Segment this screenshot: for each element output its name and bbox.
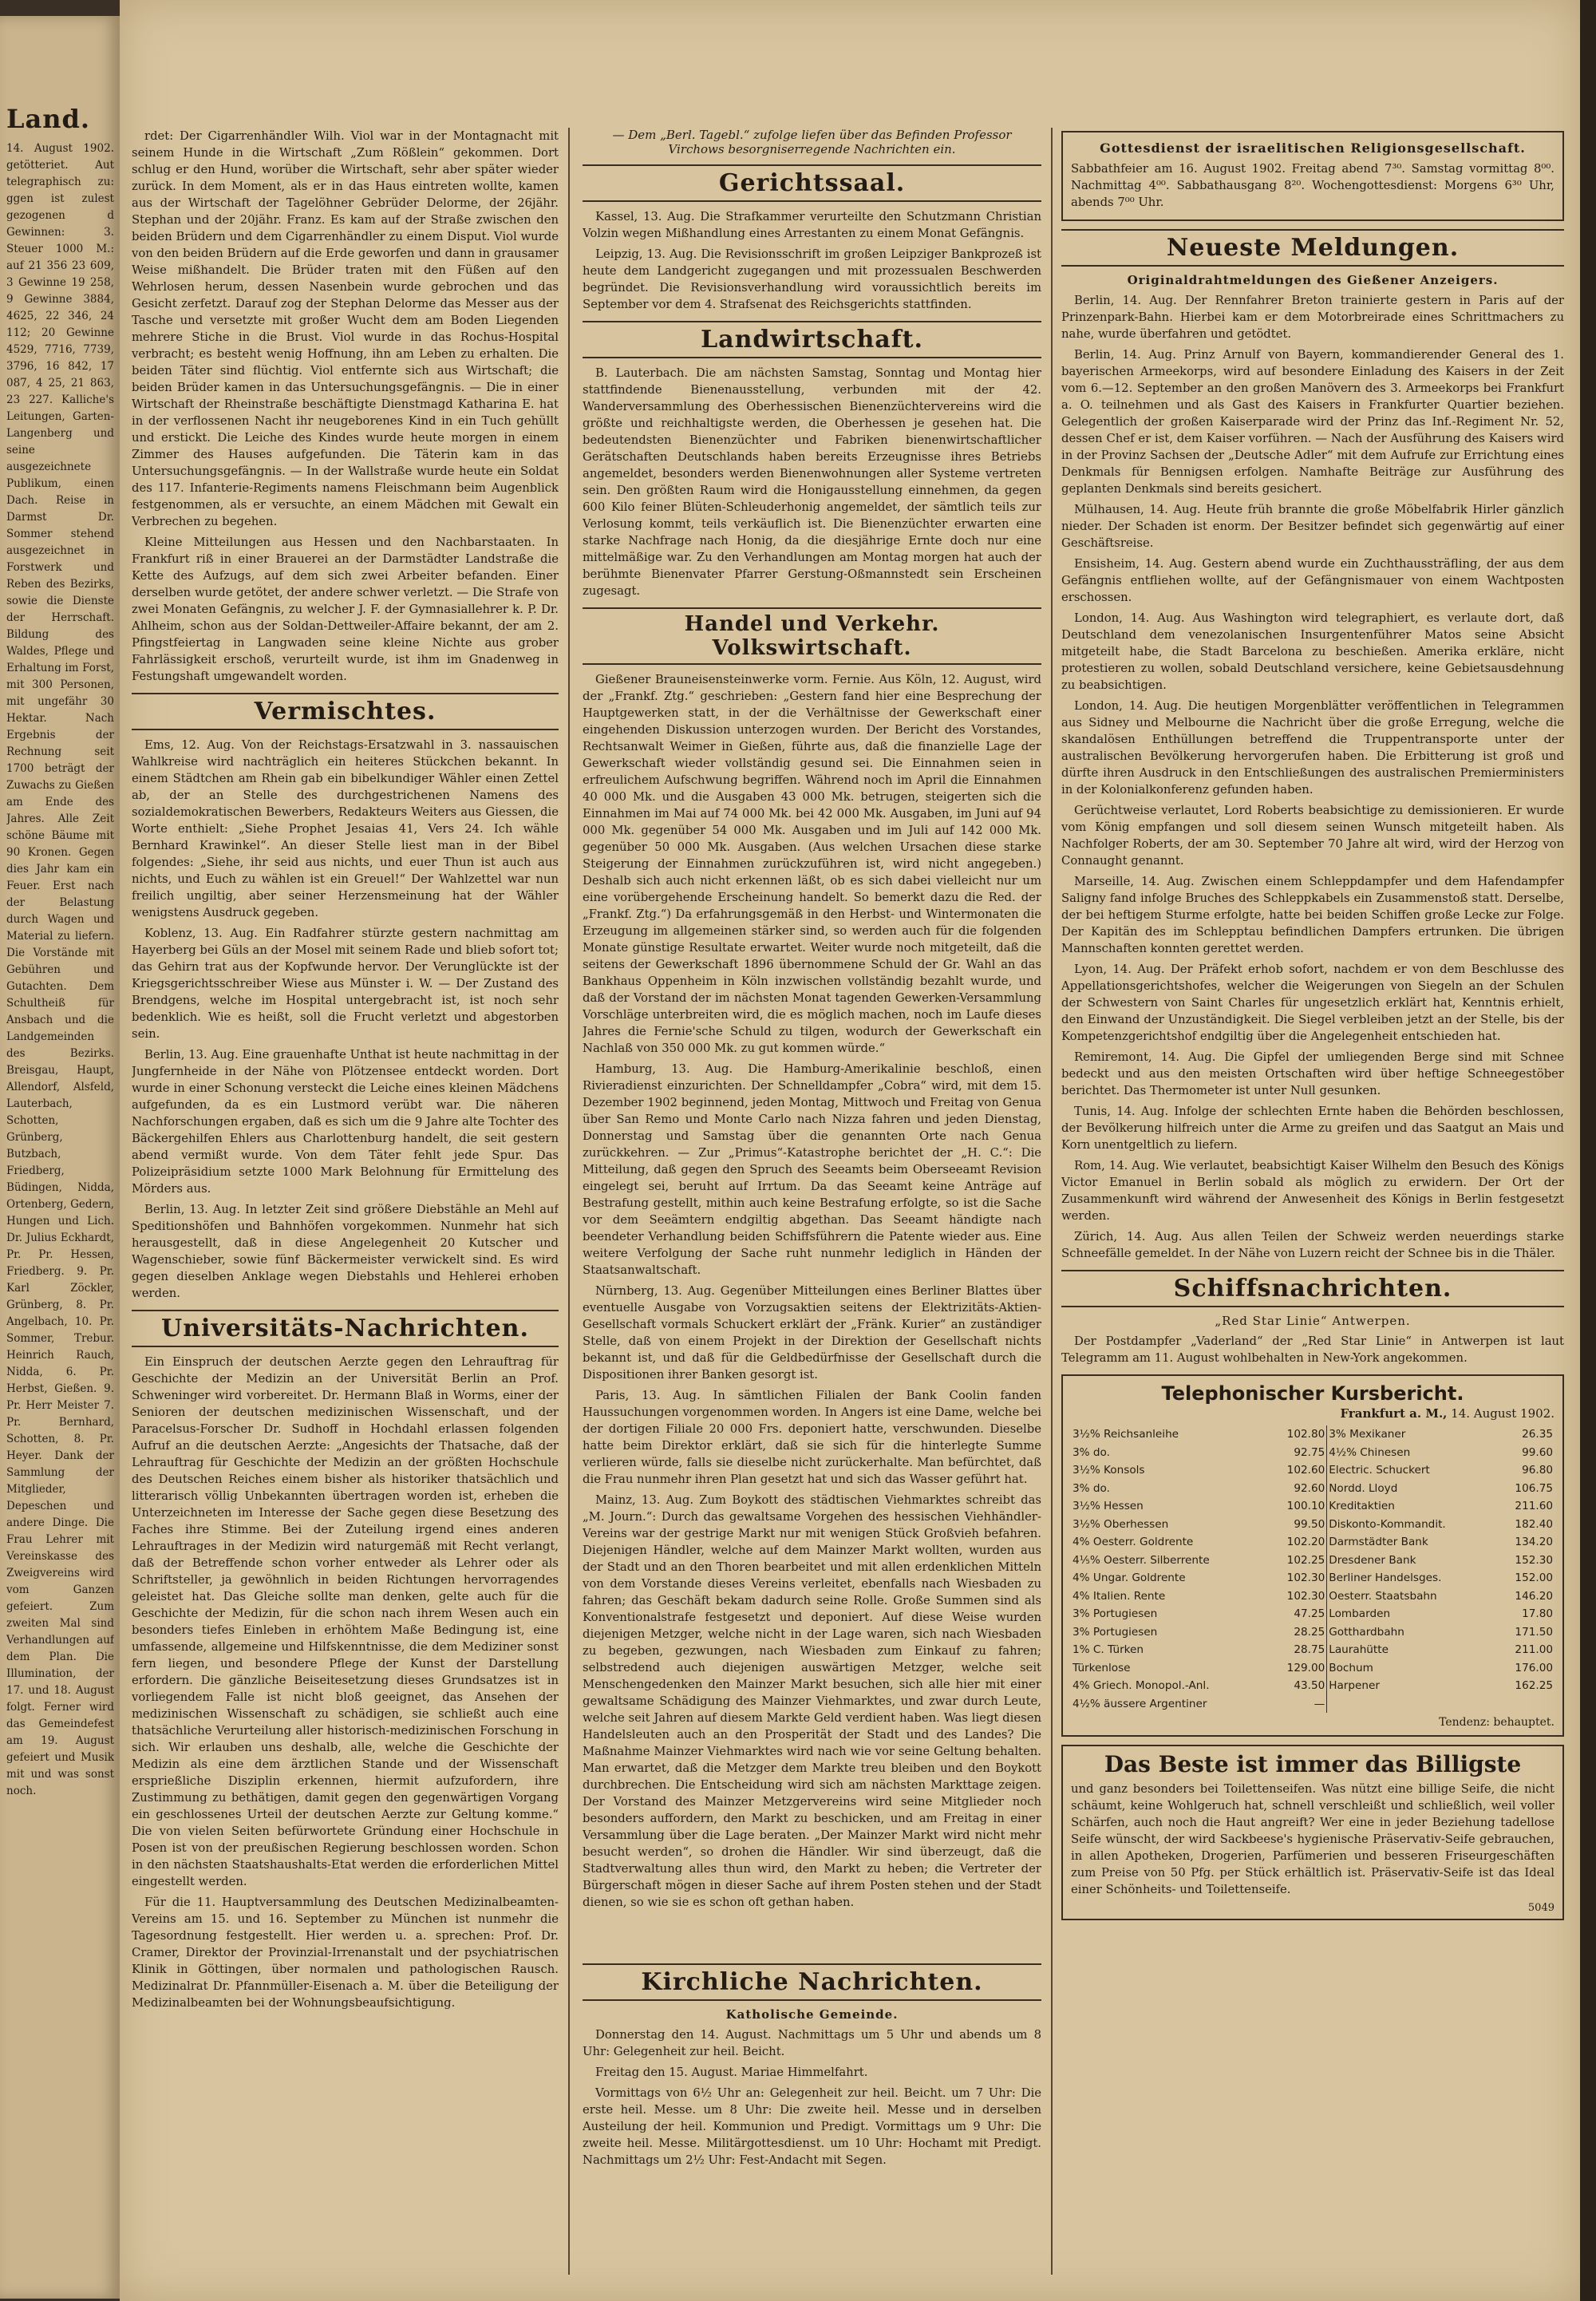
stock-value: 28.25 (1294, 1625, 1325, 1639)
service-text: Sabbathfeier am 16. August 1902. Freitag abend 7³⁰. Samstag vormittag 8⁰⁰. Nachmittag 4⁰⁰. Sabbathausgang 8²⁰. Wochengottesdienst: Morgens 6³⁰ Uhr, abends 7⁰⁰ Uhr. (1071, 162, 1555, 209)
article-text: Gießener Brauneisensteinwerke vorm. Fernie. Aus Köln, 12. August, wird der „Frankf. Ztg.“ geschrieben: „Gestern fand hier eine Besprechung der Hauptgewerken statt, in der die Verhältnisse der Gewerkschaft einer eingehenden Diskussion unterzogen wurden. Der Bericht des Vorstandes, Rechtsanwalt Weimer in Gießen, führte aus, daß die finanzielle Lage der Gewerkschaft wieder vollständig gesund sei. Die Einnahmen seien in erfreulichem Aufschwung begriffen. Während noch im April die Einnahmen 40 000 Mk. und die Ausgaben 43 000 Mk. betrugen, steigerten sich die Einnahmen im Mai auf 74 000 Mk. bei 42 000 Mk. Ausgaben, im Juni auf 94 000 Mk. gegenüber 54 000 Mk. Ausgaben und im Juli auf 142 000 Mk. gegenüber 50 000 Mk. Ausgaben. (Aus welchen Ursachen diese starke Steigerung der Einnahmen zurückzuführen ist, wird nicht angegeben.) Deshalb sich auch nicht erkennen läßt, ob es sich dabei vielleicht nur um eine vorübergehende Erscheinung handelt. So bemerkt dazu die Red. der „Frankf. Ztg.“) Da erfahrungsgemäß in den Herbst- und Wintermonaten die Erzeugung im allgemeinen stärker sind, so werden auch für die folgenden Monate günstige Resultate erwartet. Weiter wurde noch mitgeteilt, daß die seitens der Gewerkschaft 1896 übernommene Schuld der Gr. Wahl an das Bankhaus Oppenheim in Köln inzwischen vollständig bezahlt wurde, und daß der Vorstand der im nächsten Monat tagenden Gewerken-Versammlung Vorschläge unterbreiten wird, die es möglich machen, noch im Laufe dieses Jahres die Fernie'sche Schuld zu tilgen, wodurch der Gewerkschaft ein Nachlaß von 350 000 Mk. zu gut kommen würde.“ (583, 673, 1041, 1055)
column-rule (1051, 128, 1053, 2275)
stock-report-place: Frankfurt a. M., (1340, 1406, 1448, 1421)
virchow-note: — Dem „Berl. Tagebl.“ zufolge liefen über das Befinden Professor Virchows besorgniserregende Nachrichten ein. (612, 128, 1012, 156)
stock-value: 99.60 (1522, 1445, 1553, 1459)
stock-name: Darmstädter Bank (1327, 1533, 1497, 1552)
news-text: Rom, 14. Aug. Wie verlautet, beabsichtigt Kaiser Wilhelm den Besuch des Königs Victor Emanuel in Berlin sobald als möglich zu erwidern. Der Ort der Zusammenkunft wird während der Anwesenheit des Königs in Berlin festgesetzt werden. (1061, 1159, 1564, 1223)
stock-value: 129.00 (1286, 1661, 1325, 1674)
stock-name: 4% Griech. Monopol.-Anl. (1073, 1679, 1210, 1692)
left-strip-column (6, 96, 114, 2251)
news-subheading: Originaldrahtmeldungen des Gießener Anzeigers. (1127, 273, 1499, 287)
article-text: Leipzig, 13. Aug. Die Revisionsschrift im großen Leipziger Bankprozeß ist heute dem Landgericht zugegangen und mit prozessualen Beschwerden begründet. Die Revisionsverhandlung wird voraussichtlich bereits im September vor dem 4. Strafsenat des Reichsgerichts stattfinden. (583, 247, 1041, 311)
stock-value: 43.50 (1294, 1679, 1325, 1692)
background-edge (1580, 0, 1596, 2301)
section-heading-landwirtschaft: Landwirtschaft. (583, 321, 1041, 358)
stock-value: 26.35 (1522, 1428, 1553, 1441)
article-text: Ein Einspruch der deutschen Aerzte gegen den Lehrauftrag für Geschichte der Medizin an der Universität Berlin an Prof. Schweninger wird vorbereitet. Dr. Hermann Blaß in Worms, einer der Senioren der deutschen medizinischen Wissenschaft, und der Paracelsus-Forscher Dr. Sudhoff in Hochdahl erlassen folgenden Aufruf an die deutschen Aerzte: „Angesichts der Thatsache, daß der Lehrauftrag für Geschichte der Medizin an der größten Hochschule des Deutschen Reiches einem bisher als historiker thatsächlich und litterarisch völlig Unbekannten übertragen worden ist, erheben die Unterzeichneten im Interesse der Sache gegen diese Besetzung des Faches ihre Stimme. Bei der Zuteilung irgend eines anderen Lehrauftrages in der Medizin wird naturgemäß mit Recht verlangt, daß der Betreffende schon vorher entweder als Lehrer oder als Schriftsteller, ja gewöhnlich in beiden Richtungen hervorragendes geleistet hat. Das Gleiche sollte man denken, gelte auch für die Geschichte der Medizin, für die schon nach ihrem Wesen auch ein besonders tiefes Einleben in erhöhtem Maße Bedingung ist, eine umfassende, allgemeine und Hilfskenntnisse, die dem Mediziner sonst fern liegen, und besondere Pflege der Kunst der Darstellung erfordern. Die gänzliche Beiseitesetzung dieses Grundsatzes ist in vorliegendem Falle ist nicht bloß geeignet, das Ansehen der medizinischen Wissenschaft zu schädigen, sie schließt auch eine thatsächliche Verurteilung aller historisch-medizinischen Forschung in sich. Wir erlauben uns deshalb, alle, welche die Geschichte der Medizin als eine dem ärztlichen Stande und der Wissenschaft ersprießliche Disziplin erkennen, hiermit aufzufordern, ihre Zustimmung zu bethätigen, damit gegen den gegenwärtigen Vorgang ein geschlossenes Urteil der deutschen Aerzte zur Geltung komme.“ Die von vielen Seiten befürwortete Gründung einer Hochschule in Posen ist von der preußischen Regierung beschlossen worden. Schon in den nächsten Staatshaushalts-Etat werden die erforderlichen Mittel eingestellt werden. (132, 1355, 559, 1888)
stock-name: 3½% Reichsanleihe (1073, 1428, 1179, 1441)
section-heading-universitaet: Universitäts-Nachrichten. (132, 1310, 559, 1347)
stock-row (1071, 1425, 1555, 1444)
stock-row (1071, 1533, 1555, 1552)
ad-number: 5049 (1527, 1902, 1555, 1914)
stock-value: 96.80 (1522, 1464, 1553, 1477)
news-text: Remiremont, 14. Aug. Die Gipfel der umliegenden Berge sind mit Schnee bedeckt und aus den meisten Ortschaften wird über heftige Schneegestöber berichtet. Das Thermometer ist unter Null gesunken. (1061, 1050, 1564, 1097)
news-text: Lyon, 14. Aug. Der Präfekt erhob sofort, nachdem er von dem Beschlusse des Appellationsgerichtshofes, welcher die Weigerungen von Siegeln an der Schulen der Schwestern von Saint Charles für ungesetzlich erklärt hat, Kenntnis erhielt, den Einwand der Unzuständigkeit. Die Siegel verbleiben jetzt an der Stelle, bis der Kompetenzgerichtshof endgiltig über die Angelegenheit entschieden hat. (1061, 963, 1564, 1043)
stock-name: 4% Italien. Rente (1073, 1589, 1166, 1603)
article-text: Nürnberg, 13. Aug. Gegenüber Mitteilungen eines Berliner Blattes über eventuelle Ausgabe von Vorzugsaktien seitens der Elektrizitäts-Aktien-Gesellschaft vormals Schuckert erklärt der „Fränk. Kurier“ an zuständiger Stelle, daß von einem Projekt in der Direktion der Gesellschaft nichts bekannt ist, und daß für die Geldbedürfnisse der Gesellschaft durch die Dispositionen ihrer Banken gesorgt ist. (583, 1284, 1041, 1382)
stock-row (1071, 1605, 1555, 1623)
stock-name: Türkenlose (1073, 1661, 1131, 1674)
stock-name: 4% Oesterr. Goldrente (1073, 1536, 1194, 1548)
strip-text: 14. August 1902. getötteriet. Aut telegraphisch zu: ggen ist zulest gezogenen d Gewinnen: 3. Steuer 1000 M.: auf 21 356 23 609, 3 Gewinne 19 258, 9 Gewinne 3884, 4625, 22 346, 24 112; 20 Gewinne 4529, 7716, 7739, 3796, 16 842, 17 087, 4 25, 21 863, 23 227. Kalliche's Leitungen, Garten- Langenberg und seine ausgezeichnete Publikum, einen Dach. Reise in Darmst Dr. Sommer stehend ausgezeichnet in Forstwerk und Reben des Bezirks, sowie die Dienste der Herrschaft. Bildung des Waldes, Pflege und Erhaltung im Forst, mit 300 Personen, mit ungefähr 30 Hektar. Nach Ergebnis der Rechnung seit 1700 beträgt der Zuwachs zu Gießen am Ende des Jahres. Alle Zeit schöne Bäume mit 90 Kronen. Gegen dies Jahr kam ein Feuer. Erst nach der Belastung durch Wagen und Material zu liefern. Die Vorstände mit Gebühren und Gutachten. Dem Schultheiß für Ansbach und die Landgemeinden des Bezirks. Breisgau, Haupt, Allendorf, Alsfeld, Lauterbach, Schotten, Grünberg, Butzbach, Friedberg, Büdingen, Nidda, Ortenberg, Gedern, Hungen und Lich. Dr. Julius Eckhardt, Pr. Pr. Hessen, Friedberg. 9. Pr. Karl Zöckler, Grünberg, 8. Pr. Angelbach, 10. Pr. Sommer, Trebur. Heinrich Rauch, Nidda, 6. Pr. Herbst, Gießen. 9. Pr. Herr Meister 7. Pr. Bernhard, Schotten, 8. Pr. Heyer. Dank der Sammlung der Mitglieder, Depeschen und andere Dinge. Die Frau Lehrer mit Vereinskasse des Zweigvereins wird vom Ganzen gefeiert. Zum zweiten Mal sind Verhandlungen auf dem Plan. Die Illumination, der 17. und 18. August folgt. Ferner wird das Gemeindefest am 19. August gefeiert und Musik mit und was sonst noch. (6, 142, 114, 1797)
stock-name: Gotthardbahn (1327, 1623, 1497, 1642)
stock-value: 211.00 (1515, 1643, 1553, 1656)
stock-name: 4½% äussere Argentiner (1073, 1697, 1207, 1710)
left-page-strip (0, 16, 122, 2299)
church-text: Freitag den 15. August. Mariae Himmelfahrt. (595, 2066, 868, 2079)
stock-value: 146.20 (1515, 1589, 1553, 1603)
article-text: Für die 11. Hauptversammlung des Deutschen Medizinalbeamten-Vereins am 15. und 16. September zu München ist nunmehr die Tagesordnung festgestellt. Hier werden u. a. sprechen: Prof. Dr. Cramer, Direktor der Provinzial-Irrenanstalt und der psychiatrischen Klinik in Göttingen, über normalen und pathologischen Rausch. Medizinalrat Dr. Pfannmüller-Eisenach a. M. über die Beteiligung der Medizinalbeamten bei der Wohnungsbeaufsichtigung. (132, 1896, 559, 2010)
article-text: B. Lauterbach. Die am nächsten Samstag, Sonntag und Montag hier stattfindende Bienenausstellung, verbunden mit der 42. Wanderversammlung des Oberhessischen Bienenzüchtervereins wird die größte und reichhaltigste werden, die Oberhessen je gesehen hat. Die bedeutendsten Bienenzüchter und Fabriken bienenwirtschaftlicher Gerätschaften Deutschlands haben bereits Erzeugnisse ihres Betriebs angemeldet, besonders werden Bienenwohnungen aller Systeme vertreten sein. Den größten Raum wird die Honigausstellung einnehmen, da gegen 600 Kilo feiner Blüten-Schleuderhonig angemeldet, der sämtlich teils zur Verlosung kommt, teils verkäuflich ist. Die Bienenzüchter erwarten eine starke Nachfrage nach Honig, da die diesjährige Ernte doch nur eine mittelmäßige war. Zu den Verhandlungen am Montag morgen hat auch der berühmte Bienenvater Pfarrer Gerstung-Oßmannstedt sein Erscheinen zugesagt. (583, 366, 1041, 598)
stock-report-day: 14. August 1902. (1451, 1406, 1555, 1421)
column-1 (132, 128, 559, 2299)
news-text: Zürich, 14. Aug. Aus allen Teilen der Schweiz werden neuerdings starke Schneefälle gemeldet. In der Nähe von Luzern reicht der Schnee bis in die Thäler. (1061, 1230, 1564, 1260)
stock-name: 3½% Oberhessen (1073, 1517, 1169, 1531)
stock-name: Bochum (1327, 1659, 1497, 1678)
stock-value: 102.80 (1286, 1428, 1325, 1441)
stock-value: 152.00 (1515, 1572, 1553, 1584)
stock-name: 3% do. (1073, 1481, 1110, 1495)
stock-row (1071, 1480, 1555, 1498)
stock-report-title: Telephonischer Kursbericht. (1161, 1382, 1464, 1405)
stock-value: 106.75 (1515, 1481, 1553, 1495)
stock-name: Lombarden (1327, 1605, 1497, 1623)
news-text: London, 14. Aug. Aus Washington wird telegraphiert, es verlaute dort, daß Deutschland dem venezolanischen Insurgentenführer Matos seine Absicht mitgeteilt habe, die Stadt Barcelona zu beschießen. Amerika erkläre, nicht protestieren zu wollen, sobald Deutschland versichere, keine Gebietsausdehnung zu beabsichtigen. (1061, 611, 1564, 692)
article-text: Berlin, 13. Aug. In letzter Zeit sind größere Diebstähle an Mehl auf Speditionshöfen und Bahnhöfen vorgekommen. Nunmehr hat sich herausgestellt, daß in diese Angelegenheit 20 Kutscher und Wagenschieber, sowie fünf Bäckermeister verwickelt sind. Es wird gegen dieselben Anklage wegen Diebstahls und Hehlerei erhoben werden. (132, 1203, 559, 1300)
church-text: Donnerstag den 14. August. Nachmittags um 5 Uhr und abends um 8 Uhr: Gelegenheit zur heil. Beicht. (583, 2028, 1041, 2058)
article-text: Ems, 12. Aug. Von der Reichstags-Ersatzwahl in 3. nassauischen Wahlkreise wird nachträglich ein heiteres Stückchen bekannt. In einem Städtchen am Rhein gab ein bibelkundiger Wähler einen Zettel ab, der an Stelle des durchgestrichenen Namens des sozialdemokratischen Bewerbers, Redakteurs Weiters aus Giessen, die Worte enthielt: „Siehe Prophet Jesaias 41, Vers 24. Ich wähle Bernhard Krawinkel“. An dieser Stelle liest man in der Bibel folgendes: „Siehe, ihr seid aus nichts, und euer Thun ist auch aus nichts, und Euch zu wählen ist ein Greuel!“ Der Wahlzettel war nun freilich ungiltig, aber seiner Herzensmeinung hat der Wähler wenigstens Ausdruck gegeben. (132, 738, 559, 919)
news-text: Ensisheim, 14. Aug. Gestern abend wurde ein Zuchthaussträfling, der aus dem Gefängnis entfliehen wollte, auf der Gefängnismauer von einem Wachtposten erschossen. (1061, 557, 1564, 604)
stock-row (1071, 1587, 1555, 1606)
stock-value: 134.20 (1515, 1536, 1553, 1548)
section-heading-schiff: Schiffsnachrichten. (1061, 1270, 1564, 1307)
stock-name: Diskonto-Kommandit. (1327, 1516, 1497, 1534)
stock-value: 102.60 (1286, 1464, 1325, 1477)
stock-row (1071, 1695, 1555, 1714)
stock-value: 102.20 (1286, 1536, 1325, 1548)
ship-text: Der Postdampfer „Vaderland“ der „Red Star Linie“ in Antwerpen ist laut Telegramm am 11. August wohlbehalten in New-York angekommen. (1061, 1334, 1564, 1365)
column-rule (568, 128, 570, 2275)
stock-value: 99.50 (1294, 1517, 1325, 1531)
ship-line: „Red Star Linie“ Antwerpen. (1215, 1314, 1411, 1328)
stock-value: 92.75 (1294, 1445, 1325, 1459)
stock-name: Nordd. Lloyd (1327, 1480, 1497, 1498)
article-text: Kleine Mitteilungen aus Hessen und den Nachbarstaaten. In Frankfurt riß in einer Brauerei an der Darmstädter Landstraße die Kette des Aufzugs, auf dem sich zwei Arbeiter befanden. Einer derselben wurde getötet, der andere schwer verletzt. — Die Strafe von zwei Monaten Gefängnis, zu welcher J. F. der Gymnasiallehrer k. P. Dr. Ahlheim, schon aus der Soldan-Dettweiler-Affaire bekannt, der am 2. Pfingstfeiertag in Langwaden seine kleine Nichte aus grober Fahrlässigkeit erschoß, verurteilt wurde, ist ihm im Gnadenweg in Festungshaft umgewandelt worden. (132, 536, 559, 683)
stock-row (1071, 1677, 1555, 1695)
stock-name: Kreditaktien (1327, 1497, 1497, 1516)
article-text: Koblenz, 13. Aug. Ein Radfahrer stürzte gestern nachmittag am Hayerberg bei Güls an der Mosel mit seinem Rade und blieb sofort tot; das Gehirn trat aus der Kopfwunde hervor. Der Verunglückte ist der Kriegsgerichtsschreiber Wiese aus Münster i. W. — Der Zustand des Brendgens, welche im Hospital untergebracht ist, ist noch sehr bedenklich. Wie es heißt, soll die Frucht verletzt und abgestorben sein. (132, 927, 559, 1041)
column-3 (1061, 128, 1564, 2299)
stock-name: Harpener (1327, 1677, 1497, 1695)
main-page (120, 0, 1580, 2301)
news-text: Tunis, 14. Aug. Infolge der schlechten Ernte haben die Behörden beschlossen, der Bevölkerung hilfreich unter die Arme zu greifen und das Saatgut an Mais und Korn unentgeltlich zu liefern. (1061, 1105, 1564, 1152)
service-box (1061, 131, 1564, 221)
soap-advertisement (1061, 1745, 1564, 1920)
stock-row (1071, 1641, 1555, 1659)
church-text: Vormittags von 6½ Uhr an: Gelegenheit zur heil. Beicht. um 7 Uhr: Die erste heil. Messe. um 8 Uhr: Die zweite heil. Messe und in derselben Austeilung der heil. Kommunion und Predigt. Vormittags um 9 Uhr: Die zweite heil. Messe. Militärgottesdienst. um 10 Uhr: Hochamt mit Predigt. Nachmittags um 2½ Uhr: Fest-Andacht mit Segen. (583, 2086, 1041, 2167)
stock-name: 3½% Konsols (1073, 1464, 1145, 1477)
stock-value: 171.50 (1515, 1625, 1553, 1639)
section-heading-neueste: Neueste Meldungen. (1061, 229, 1564, 267)
stock-name: 4⅕% Oesterr. Silberrente (1073, 1553, 1210, 1567)
stock-row (1071, 1569, 1555, 1587)
stock-value: 92.60 (1294, 1481, 1325, 1495)
stock-name: 3% Portugiesen (1073, 1607, 1158, 1620)
stock-report-date (1071, 1406, 1555, 1421)
stock-value: 176.00 (1515, 1661, 1553, 1674)
stock-table (1071, 1425, 1555, 1713)
stock-name: Dresdener Bank (1327, 1552, 1497, 1570)
stock-value: 182.40 (1515, 1517, 1553, 1531)
news-text: Mülhausen, 14. Aug. Heute früh brannte die große Möbelfabrik Hirler gänzlich nieder. Der Schaden ist enorm. Der Besitzer befindet sich gegenwärtig auf einer Geschäftsreise. (1061, 503, 1564, 550)
news-text: Berlin, 14. Aug. Der Rennfahrer Breton trainierte gestern in Paris auf der Prinzenpark-Bahn. Hierbei kam er dem Motorbreirade eines Schrittmachers zu nahe, wurde überfahren und getödtet. (1061, 294, 1564, 341)
stock-row (1071, 1552, 1555, 1570)
article-text: Kassel, 13. Aug. Die Strafkammer verurteilte den Schutzmann Christian Volzin wegen Mißhandlung eines Arrestanten zu einem Monat Gefängnis. (583, 210, 1041, 240)
church-section (583, 1955, 1041, 2275)
stock-value: 211.60 (1515, 1500, 1553, 1512)
stock-value: 17.80 (1522, 1607, 1553, 1620)
stock-row (1071, 1461, 1555, 1480)
stock-name: 3% Mexikaner (1327, 1425, 1497, 1444)
stock-name: 4% Ungar. Goldrente (1073, 1572, 1186, 1584)
news-text: Gerüchtweise verlautet, Lord Roberts beabsichtige zu demissionieren. Er wurde vom König empfangen und soll diesem seinen Wunsch mitgeteilt haben. Als Nachfolger Roberts, der am 30. September 70 Jahre alt wird, wird der Herzog von Connaught genannt. (1061, 804, 1564, 868)
stock-value: 102.25 (1286, 1553, 1325, 1567)
stock-row (1071, 1497, 1555, 1516)
stock-name: Laurahütte (1327, 1641, 1497, 1659)
news-text: Marseille, 14. Aug. Zwischen einem Schleppdampfer und dem Hafendampfer Saligny fand infolge Bruches des Schleppkabels ein Zusammenstoß statt. Derselbe, der bei heftigem Sturme erfolgte, hatte bei beiden Schiffen große Lecke zur Folge. Der Kapitän des im Schlepptau befindlichen Dampfers ertrunken. Die übrigen Mannschaften konnten gerettet werden. (1061, 875, 1564, 955)
stock-name (1327, 1695, 1497, 1714)
news-text: London, 14. Aug. Die heutigen Morgenblätter veröffentlichen in Telegrammen aus Sidney und Melbourne die Nachricht über die große Erregung, welche die skandalösen Enthüllungen betreffend die Truppentransporte unter der australischen Bevölkerung hervorgerufen haben. Die Erbitterung ist groß und dürfte ihren Ausdruck in den Entschließungen des australischen Premierministers in der Kolonialkonferenz gefunden haben. (1061, 699, 1564, 797)
section-heading-vermischtes: Vermischtes. (132, 693, 559, 730)
article-text: Hamburg, 13. Aug. Die Hamburg-Amerikalinie beschloß, einen Rivieradienst einzurichten. Der Schnelldampfer „Cobra“ wird, mit dem 15. Dezember 1902 beginnend, jeden Montag, Mittwoch und Freitag von Genua über San Remo und Monte Carlo nach Nizza fahren und jeden Dienstag, Donnerstag und Samstag über die genannten Orte nach Genua zurückkehren. — Zur „Primus“-Katastrophe berichtet der „H. C.“: Die Mitteilung, daß gegen den Spruch des Seeamts beim Oberseeamt Revision eingelegt sei, beruht auf Irrtum. Da das Seeamt keine Anträge auf Bestrafung gestellt, mithin auch keine Bestrafung erfolgte, so ist die Sache vor dem Seeämtern endgiltig abgethan. Das Seeamt händigte nach beendeter Verhandlung beiden Schiffsführern die Patente wieder aus. Eine weitere Verfolgung der Sache ruht nunmehr lediglich in Händen der Staatsanwaltschaft. (583, 1062, 1041, 1277)
stock-value: 102.30 (1286, 1572, 1325, 1584)
section-heading-kirchlich: Kirchliche Nachrichten. (583, 1963, 1041, 2001)
ad-text: und ganz besonders bei Toilettenseifen. Was nützt eine billige Seife, die nicht schäumt, keine Wohlgeruch hat, schnell verschleißt und schließlich, weil voller Schärfen, auch noch die Haut angreift? Wer eine in jeder Beziehung tadellose Seife wünscht, der wird Sackbeese's hygienische Präservativ-Seife gebrauchen, in allen Apotheken, Drogerien, Parfümerien und besseren Friseurgeschäften zum Preise von 50 Pfg. per Stück erhältlich ist. Präservativ-Seife ist das Ideal einer Schönheits- und Toilettenseife. (1071, 1782, 1555, 1896)
strip-heading: Land. (6, 104, 91, 134)
church-subheading: Katholische Gemeinde. (725, 2007, 899, 2022)
stock-row (1071, 1623, 1555, 1642)
stock-name: 3½% Hessen (1073, 1500, 1144, 1512)
stock-row (1071, 1444, 1555, 1462)
stock-value: 47.25 (1294, 1607, 1325, 1620)
stock-name: 3% do. (1073, 1445, 1110, 1459)
stock-value: 28.75 (1294, 1643, 1325, 1656)
stock-report (1061, 1374, 1564, 1737)
article-text: Paris, 13. Aug. In sämtlichen Filialen der Bank Coolin fanden Haussuchungen vorgenommen worden. In Angers ist eine Dame, welche bei der dortigen Filiale 20 000 Frs. deponiert hatte, verschwunden. Dieselbe hatte beim Direktor erklärt, daß sie sich für die hinterlegte Summe verlieren würde, falls sie dieselbe nicht zurückerhalte. Man befürchtet, daß die Frau nunmehr ihren Plan gesetzt hat und sich das Wasser geführt hat. (583, 1389, 1041, 1486)
stock-value: 100.10 (1286, 1500, 1325, 1512)
ad-headline: Das Beste ist immer das Billigste (1104, 1751, 1522, 1777)
stock-row (1071, 1659, 1555, 1678)
stock-row (1071, 1516, 1555, 1534)
article-text: rdet: Der Cigarrenhändler Wilh. Viol war in der Montagnacht mit seinem Hunde in die Wirtschaft „Zum Rößlein“ gekommen. Dort schlug er den Hund, worüber die Wirtschaft, sehr aber später wieder zurück. In dem Moment, als er in das Haus eintreten wollte, kamen aus der Wirtschaft der Tagelöhner Gebrüder Delorme, der 26jähr. Stephan und der 20jähr. Franz. Es kam auf der Straße zwischen den beiden Brüdern und dem Cigarrenhändler zu einem Disput. Viol wurde von den beiden Brüdern auf die Erde geworfen und dann in grausamer Weise mißhandelt. Die Brüder traten mit den Füßen auf den Wehrlosen herum, dessen Nasenbein wurde gebrochen und das Gesicht zerfetzt. Darauf zog der Stephan Delorme das Messer aus der Tasche und versetzte mit großer Wucht dem am Boden Liegenden mehrere Stiche in die Brust. Viol wurde in das Rochus-Hospital verbracht; es besteht wenig Hoffnung, ihn am Leben zu erhalten. Die beiden Täter sind flüchtig. Viol entfernte sich aus Wirtschaft; die beiden Brüder kamen in das Untersuchungsgefängnis. — Die in einer Wirtschaft der Rheinstraße beschäftigte Dienstmagd Katharina E. hat in der verflossenen Nacht ihr neugeborenes Kind in ein Tuch gehüllt und erstickt. Die Leiche des Kindes wurde heute morgen in einem Zimmer des Hauses aufgefunden. Die Täterin kam in das Untersuchungsgefängnis. — In der Wallstraße wurde heute ein Soldat des 117. Infanterie-Regiments namens Fleischmann beim Augenblick festgenommen, als er versuchte, an einem Mädchen mit Gewalt ein Verbrechen zu begehen. (132, 129, 559, 528)
section-heading-handel: Handel und Verkehr. Volkswirtschaft. (583, 607, 1041, 665)
stock-name: 1% C. Türken (1073, 1643, 1144, 1656)
section-heading-gerichtssaal: Gerichtssaal. (583, 164, 1041, 202)
stock-name: Berliner Handelsges. (1327, 1569, 1497, 1587)
stock-name: 4½% Chinesen (1327, 1444, 1497, 1462)
article-text: Berlin, 13. Aug. Eine grauenhafte Unthat ist heute nachmittag in der Jungfernheide in der Nähe von Plötzensee entdeckt worden. Dort wurde in einer Schonung versteckt die Leiche eines kleinen Mädchens aufgefunden, da es ein Lustmord verübt war. Die näheren Nachforschungen ergaben, daß es sich um die 9 Jahre alte Tochter des Bäckergehilfen Ehlers aus Charlottenburg handelt, die seit gestern abend vermißt wurde. Von dem Täter fehlt jede Spur. Das Polizeipräsidium setzte 1000 Mark Belohnung für Ermittelung des Mörders aus. (132, 1048, 559, 1196)
stock-name: 3% Portugiesen (1073, 1625, 1158, 1639)
stock-tendency: Tendenz: behauptet. (1439, 1716, 1555, 1729)
stock-name: Electric. Schuckert (1327, 1461, 1497, 1480)
stock-value: 152.30 (1515, 1553, 1553, 1567)
service-title: Gottesdienst der israelitischen Religionsgesellschaft. (1100, 140, 1526, 156)
stock-name: Oesterr. Staatsbahn (1327, 1587, 1497, 1606)
stock-value: 162.25 (1515, 1679, 1553, 1692)
news-text: Berlin, 14. Aug. Prinz Arnulf von Bayern, kommandierender General des 1. bayerischen Armeekorps, wird auf besondere Einladung des Kaisers in der Zeit vom 6.—12. September an den großen Manövern des 3. Armeekorps bei Frankfurt a. O. teilnehmen und als Gast des Kaisers in Frankfurter Quartier beziehen. Gelegentlich der großen Kaiserparade wird der Prinz das Inf.-Regiment Nr. 52, dessen Chef er ist, dem Kaiser vorführen. — Nach der Ausführung des Kaisers wird in der Provinz Sachsen der „Deutsche Adler“ mit dem Aufrufe zur Errichtung eines Denkmals für Bennigsen erfolgen. Namhafte Beiträge zur Ausführung des geplanten Denkmals sind bereits gesichert. (1061, 348, 1564, 496)
stock-value: — (1314, 1697, 1325, 1710)
stock-value: 102.30 (1286, 1589, 1325, 1603)
stock-value (1496, 1695, 1555, 1714)
article-text: Mainz, 13. Aug. Zum Boykott des städtischen Viehmarktes schreibt das „M. Journ.“: Durch das gewaltsame Vorgehen des hessischen Viehhändler-Vereins war der gestrige Markt nur mit wenigen Stück Großvieh befahren. Diejenigen Händler, welche auf dem Mainzer Markt wollten, wurden aus der Stadt und an den Thoren bearbeitet und mit allen erdenklichen Mitteln von dem Vorstande dieses Vereins verleitet, ebenfalls nach Wiesbaden zu fahren; das Geschäft bekam dadurch seine Rolle. Große Summen sind als Konventionalstrafe festgesetzt und deponiert. Auf diese Weise wurden diejenigen Metzger, welche nicht in der Lage waren, sich nach Wiesbaden zu begeben, gezwungen, nach Wiesbaden zum Einkauf zu fahren; selbstredend auch diejenigen auswärtigen Metzger, welche seit Menschengedenken den Mainzer Markt besuchen, sich alle hier mit einer gewaltsame Schädigung des Mainzer Viehmarktes, und zwar durch Leute, welche seit Jahren auf diesem Markte Geld verdient haben. Was liegt diesen Handelsleuten auch an den Prosperität der Stadt und des Landes? Die Maßnahme Mainzer Viehmarktes wird nach wie vor seine Geltung behalten. Man erwartet, daß die Metzger dem Markte treu bleiben und den Boykott durchbrechen. Die Entscheidung wird sich am nächsten Markttage zeigen. Der Vorstand des Mainzer Metzgervereins wird seine Mitglieder noch besonders auffordern, den Markt zu beschicken, und am Freitag in einer Versammlung über die Lage beraten. „Der Mainzer Markt wird nicht mehr besucht werden“, so drohen die Händler. Wir sind überzeugt, daß die Stadtverwaltung alles thun wird, den Markt zu heben; die Vertreter der Bürgerschaft mögen in dieser Sache auf ihrem Posten stehen und der Stadt dienen, so wie sie es schon oft gethan haben. (583, 1493, 1041, 1909)
